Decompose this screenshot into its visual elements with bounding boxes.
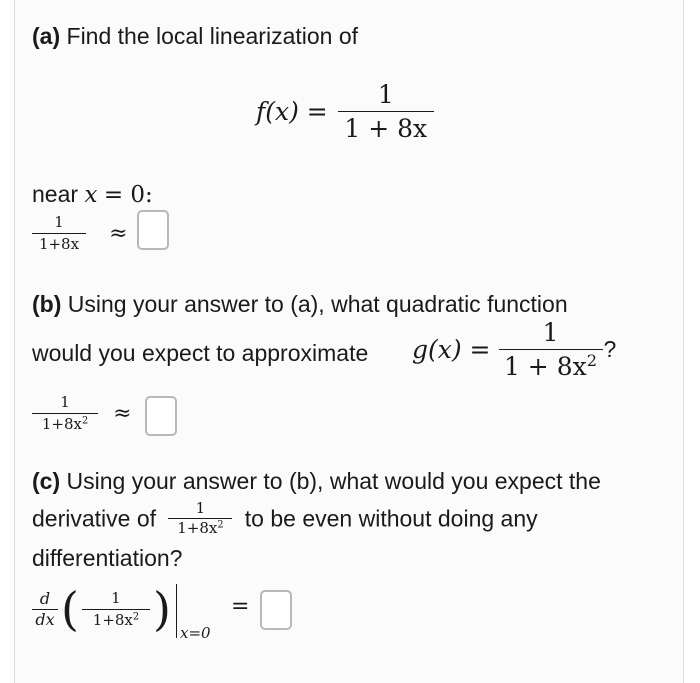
- near-equals: = 0:: [103, 182, 153, 208]
- part-b-label: (b): [32, 291, 62, 317]
- d-numerator: d: [39, 588, 51, 608]
- approx-a-denominator: 1+8x: [38, 235, 80, 253]
- approx-b-den-exponent: 2: [81, 415, 89, 427]
- derivative-fraction: [82, 590, 150, 629]
- near-variable: x: [84, 182, 98, 208]
- approx-b-denominator: [32, 416, 98, 433]
- part-b-heading: [32, 290, 568, 318]
- derivative-frac-numerator: 1: [111, 588, 121, 607]
- part-c-heading: [32, 467, 601, 495]
- near-point: [32, 180, 153, 209]
- part-b-approx: [32, 394, 132, 433]
- approx-fraction-a: [32, 214, 86, 253]
- inline-frac-numerator: 1: [195, 499, 206, 517]
- approx-b-den-base: 1+8x: [41, 415, 82, 433]
- derivative-den-base: 1+8x: [92, 610, 133, 629]
- part-a-label: (a): [32, 23, 61, 49]
- part-c-prompt: Using your answer to (b), what would you expect the: [66, 468, 601, 494]
- near-text: near: [32, 181, 79, 207]
- inline-fraction: [168, 500, 232, 537]
- part-c-prompt-line2: [32, 500, 538, 537]
- fraction-bar: [338, 111, 434, 112]
- part-a-approx: [32, 214, 128, 253]
- inline-den-exponent: 2: [217, 519, 224, 531]
- part-a-heading: [32, 22, 358, 50]
- approx-symbol-b: ≈: [113, 401, 132, 426]
- part-c-prompt2-pre: derivative of: [32, 505, 157, 532]
- g-numerator: 1: [542, 318, 559, 347]
- fraction-bar: [32, 413, 98, 414]
- approx-symbol-a: ≈: [109, 221, 128, 246]
- function-denominator: 1 + 8x: [344, 114, 428, 143]
- function-definition: [256, 80, 434, 143]
- part-b-prompt: Using your answer to (a), what quadratic function: [67, 291, 568, 317]
- g-definition: [412, 318, 616, 381]
- function-lhs: f(x) =: [256, 97, 328, 126]
- fraction-bar: [32, 233, 86, 234]
- derivative-den-exponent: 2: [132, 611, 140, 623]
- approx-fraction-b: [32, 394, 98, 433]
- evaluation-point: x=0: [180, 624, 211, 642]
- g-fraction: [499, 318, 603, 381]
- inline-den-base: 1+8x: [177, 519, 218, 537]
- derivative-frac-denominator: [82, 612, 150, 629]
- answer-input-b[interactable]: [145, 396, 177, 436]
- g-den-exponent: 2: [586, 351, 598, 371]
- fraction-bar: [499, 349, 603, 350]
- evaluation-bar: [176, 584, 177, 638]
- d-denominator: dx: [35, 609, 55, 629]
- part-c-prompt2-post: to be even without doing any: [244, 505, 538, 532]
- g-question-mark: ?: [603, 336, 617, 362]
- d-dx-operator: [32, 590, 58, 629]
- fraction-bar: [82, 609, 150, 610]
- part-a-prompt: Find the local linearization of: [66, 23, 359, 49]
- g-lhs: g(x) =: [412, 335, 491, 364]
- equals-sign: =: [231, 594, 250, 619]
- part-c-prompt3: differentiation?: [32, 545, 183, 571]
- function-fraction: [338, 80, 434, 143]
- g-den-base: 1 + 8x: [503, 352, 587, 381]
- left-paren: (: [61, 582, 79, 636]
- approx-a-numerator: 1: [54, 213, 64, 231]
- derivative-expression: [32, 582, 171, 636]
- approx-b-numerator: 1: [60, 393, 70, 411]
- g-denominator: [499, 352, 603, 381]
- answer-input-a[interactable]: [137, 210, 169, 250]
- part-c-label: (c): [32, 468, 61, 494]
- right-paren: ): [152, 582, 171, 636]
- inline-frac-denominator: [168, 520, 232, 537]
- part-c-prompt-line3: [32, 544, 182, 572]
- function-numerator: 1: [377, 80, 394, 109]
- part-b-prompt-line2: [32, 339, 368, 367]
- answer-input-c[interactable]: [260, 590, 292, 630]
- part-b-prompt2: would you expect to approximate: [32, 340, 369, 366]
